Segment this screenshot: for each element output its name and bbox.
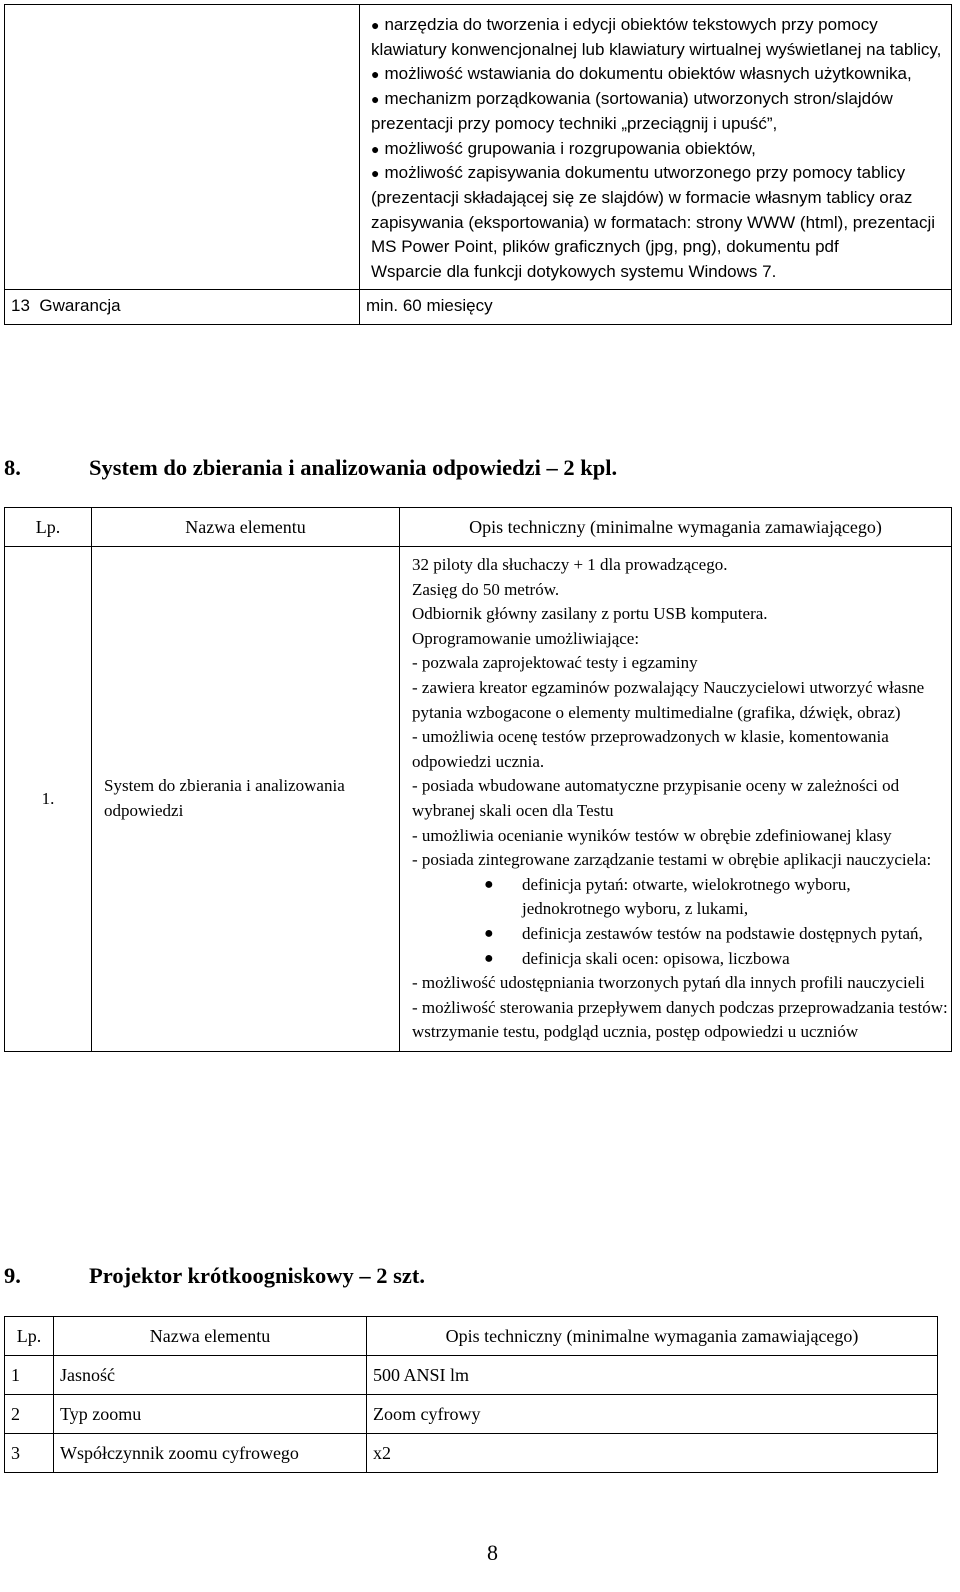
description-cell [360, 5, 952, 290]
list-item: ● możliwość wstawiania do dokumentu obiektów własnych użytkownika, [371, 64, 912, 84]
projector-table [4, 1316, 938, 1473]
table-header-row [5, 508, 952, 547]
row-lp: 1 [5, 1356, 54, 1395]
list-item: ● definicja pytań: otwarte, wielokrotnego wyboru, jednokrotnego wyboru, z lukami, [484, 874, 851, 919]
row-description [400, 547, 952, 1052]
bullet-icon: ● [371, 91, 380, 108]
table-row [5, 5, 952, 290]
desc-line: 32 piloty dla słuchaczy + 1 dla prowadzącego. [412, 555, 728, 574]
header-lp: Lp. [5, 508, 92, 547]
header-name: Nazwa elementu [54, 1317, 367, 1356]
desc-line: - pozwala zaprojektować testy i egzaminy [412, 653, 698, 673]
list-item: ● definicja zestawów testów na podstawie dostępnych pytań, [412, 922, 951, 947]
table-row [5, 1356, 938, 1395]
row-description: x2 [367, 1434, 938, 1473]
desc-line: Odbiornik główny zasilany z portu USB komputera. [412, 604, 768, 624]
bullet-icon: ● [484, 924, 494, 942]
list-item: ● możliwość grupowania i rozgrupowania obiektów, [371, 138, 756, 158]
row-name: Gwarancja [39, 295, 121, 315]
response-system-table [4, 507, 952, 1052]
bullet-icon: ● [484, 949, 494, 967]
bullet-icon: ● [371, 165, 380, 182]
desc-line: Zasięg do 50 metrów. [412, 579, 560, 599]
header-description: Opis techniczny (minimalne wymagania zamawiającego) [400, 508, 952, 547]
sub-bullet-list [412, 873, 951, 971]
table-row [5, 1395, 938, 1434]
row-number: 13 [11, 295, 30, 315]
section-heading-8: 8. System do zbierania i analizowania odpowiedzi – 2 kpl. [4, 455, 618, 480]
desc-line: - zawiera kreator egzaminów pozwalający Nauczycielowi utworzyć własne pytania wzbogacone o elementy multimedialne (grafika, dźwięk, obraz) [412, 677, 925, 722]
row-lp: 1. [5, 547, 92, 1052]
desc-line: Oprogramowanie umożliwiające: [412, 628, 640, 648]
table-row [5, 289, 952, 325]
list-item: ● mechanizm porządkowania (sortowania) utworzonych stron/slajdów prezentacji przy pomocy techniki „przeciągnij i upuść”, [371, 89, 893, 133]
table-header-row [5, 1317, 938, 1356]
list-item: ● definicja skali ocen: opisowa, liczbowa [412, 947, 951, 972]
header-lp: Lp. [5, 1317, 54, 1356]
windows-support-line: Wsparcie dla funkcji dotykowych systemu Windows 7. [371, 262, 777, 282]
row-name-cell [5, 289, 360, 325]
bullet-icon: ● [371, 66, 380, 83]
row-description: 500 ANSI lm [367, 1356, 938, 1395]
bullet-icon: ● [371, 17, 380, 33]
row-lp: 3 [5, 1434, 54, 1473]
desc-line: wstrzymanie testu, podgląd ucznia, postęp odpowiedzi u uczniów [412, 1022, 859, 1042]
spec-table-continued [4, 4, 952, 325]
header-description: Opis techniczny (minimalne wymagania zamawiającego) [367, 1317, 938, 1356]
row-name: Współczynnik zoomu cyfrowego [54, 1434, 367, 1473]
section-heading-9: 9. Projektor krótkoogniskowy – 2 szt. [4, 1263, 426, 1288]
row-description: Zoom cyfrowy [367, 1395, 938, 1434]
list-item: ● narzędzia do tworzenia i edycji obiektów tekstowych przy pomocy klawiatury konwencjonalnej lub klawiatury wirtualnej wyświetlanej na tablicy, [371, 15, 942, 59]
desc-line: - możliwość sterowania przepływem danych podczas przeprowadzania testów: [412, 997, 948, 1017]
empty-cell [5, 5, 360, 290]
row-lp: 2 [5, 1395, 54, 1434]
desc-line: - umożliwia ocenianie wyników testów w obrębie zdefiniowanej klasy [412, 825, 892, 845]
row-name: System do zbierania i analizowania odpowiedzi [92, 547, 400, 1052]
header-name: Nazwa elementu [92, 508, 400, 547]
warranty-value: min. 60 miesięcy [360, 289, 952, 325]
desc-line: - możliwość udostępniania tworzonych pytań dla innych profili nauczycieli [412, 973, 925, 993]
feature-list [366, 13, 945, 260]
desc-line: - posiada zintegrowane zarządzanie testami w obrębie aplikacji nauczyciela: [412, 850, 932, 870]
row-name: Jasność [54, 1356, 367, 1395]
bullet-icon: ● [371, 140, 380, 157]
desc-line: - posiada wbudowane automatyczne przypisanie oceny w zależności od wybranej skali ocen dla Testu [412, 776, 900, 820]
desc-line: - umożliwia ocenę testów przeprowadzonych w klasie, komentowania odpowiedzi ucznia. [412, 727, 889, 771]
page-number: 8 [487, 1540, 498, 1565]
row-name: Typ zoomu [54, 1395, 367, 1434]
bullet-icon: ● [484, 875, 494, 893]
table-row [5, 547, 952, 1052]
list-item: ● możliwość zapisywania dokumentu utworzonego przy pomocy tablicy (prezentacji składającej się ze slajdów) w formacie własnym tablicy oraz zapisywania (eksportowania) w formatach: strony WWW (html), prezentacji MS Power Point, plików graficznych (jpg, png), dokumentu pdf [371, 163, 935, 257]
table-row [5, 1434, 938, 1473]
